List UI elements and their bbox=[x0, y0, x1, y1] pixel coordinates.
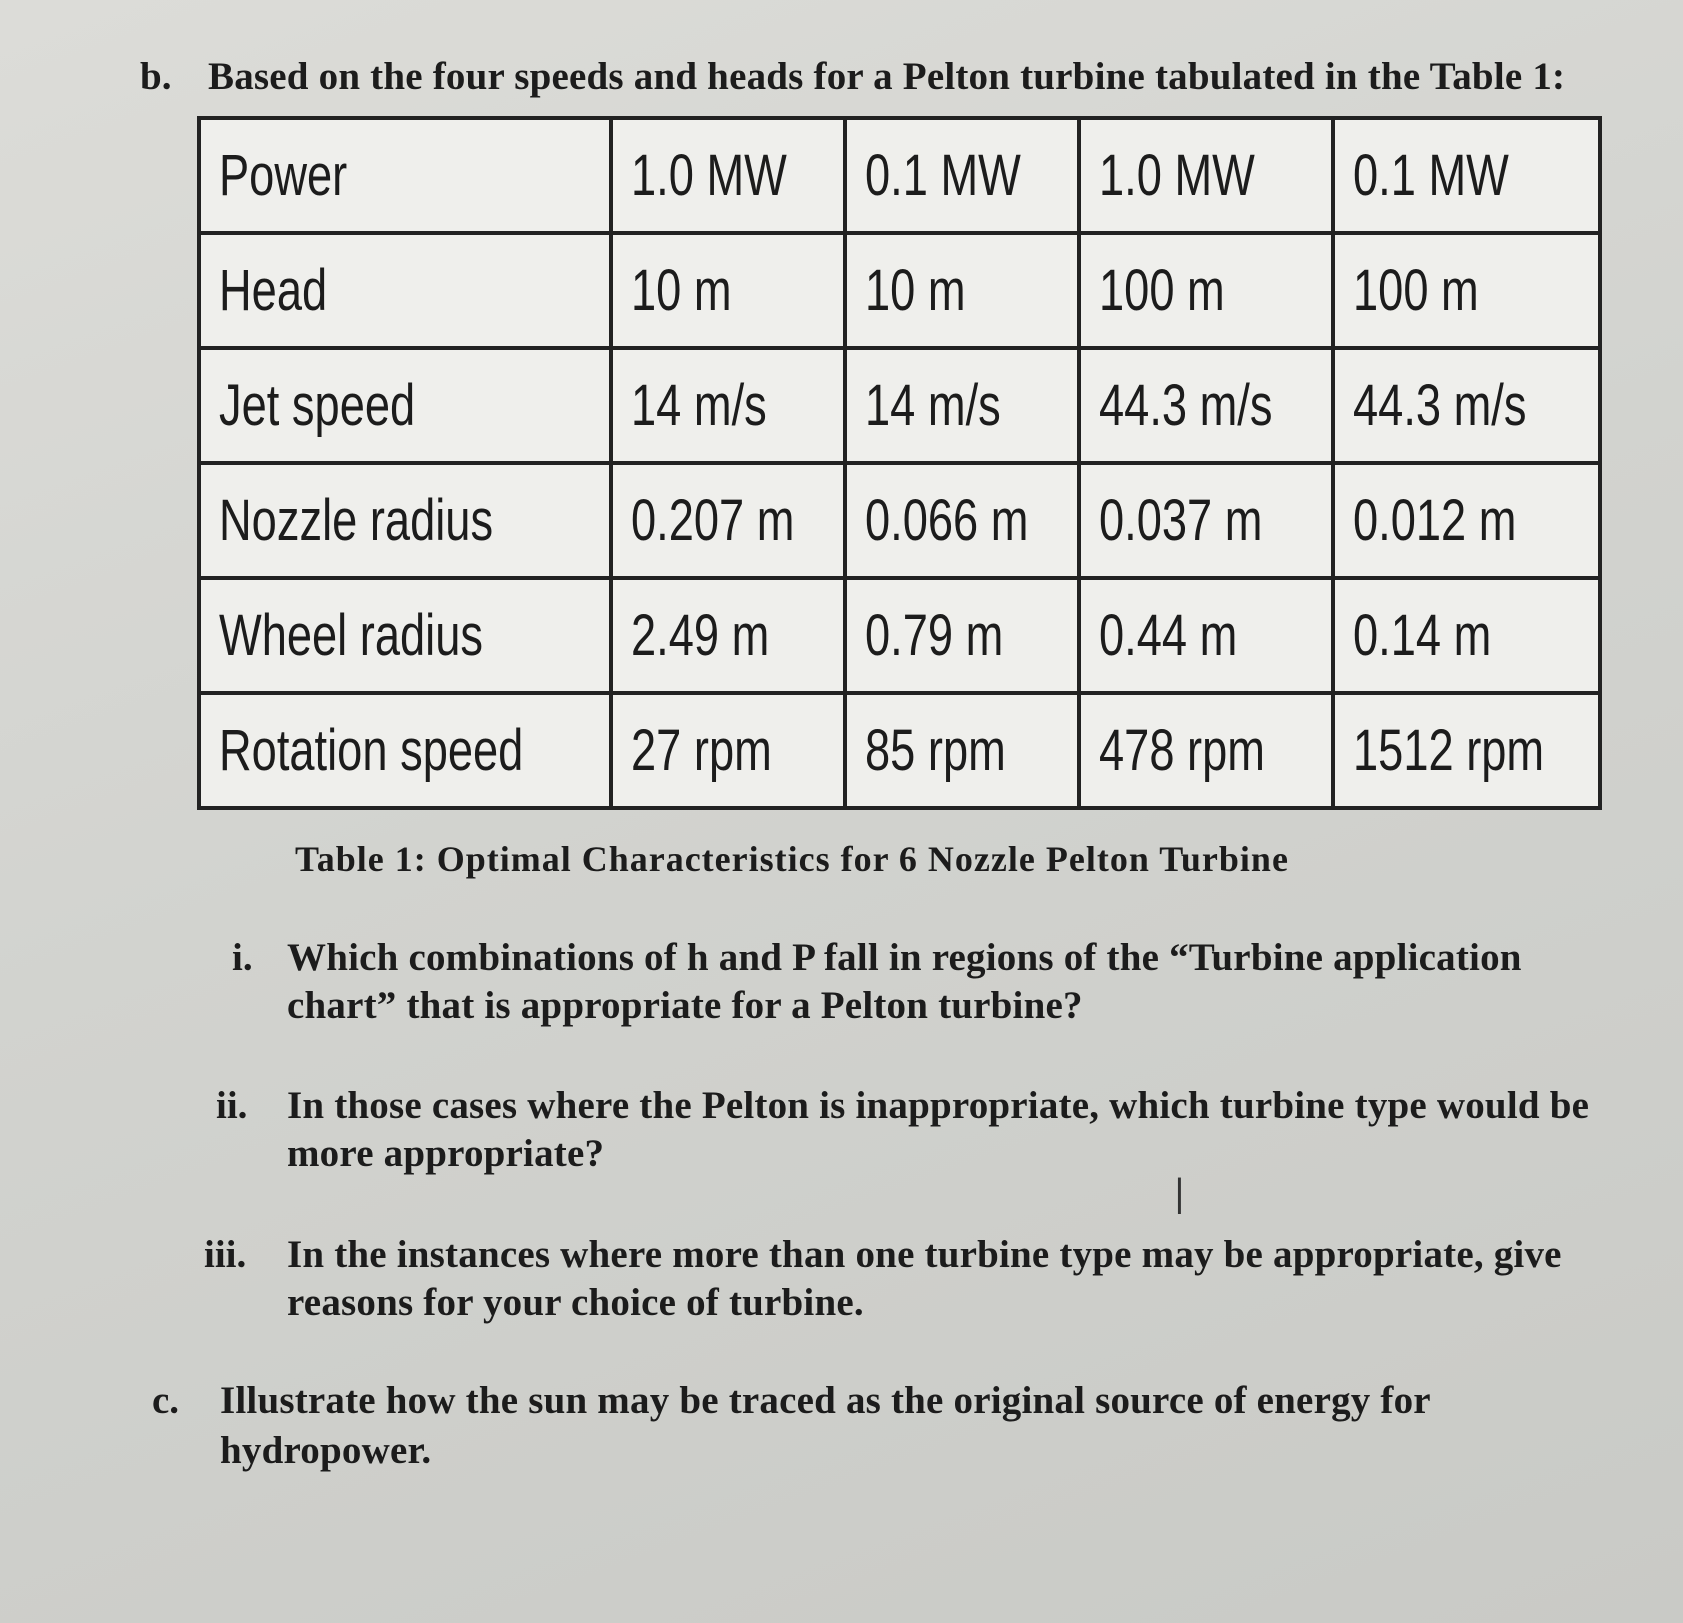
table-cell: 0.066 m bbox=[845, 463, 1079, 578]
subquestion-ii-line2: more appropriate? bbox=[287, 1132, 605, 1175]
table-row-rotation-speed bbox=[199, 693, 1600, 808]
subquestion-i-line2: chart” that is appropriate for a Pelton turbine? bbox=[287, 984, 1083, 1027]
row-label: Nozzle radius bbox=[199, 463, 611, 578]
row-label: Head bbox=[199, 233, 611, 348]
table-cell: 14 m/s bbox=[611, 348, 845, 463]
table-cell: 0.037 m bbox=[1079, 463, 1333, 578]
table-cell: 0.79 m bbox=[845, 578, 1079, 693]
text-cursor-icon: I bbox=[1174, 1168, 1184, 1226]
row-label: Power bbox=[199, 118, 611, 233]
table-cell: 1.0 MW bbox=[1079, 118, 1333, 233]
row-label: Jet speed bbox=[199, 348, 611, 463]
table-row-power bbox=[199, 118, 1600, 233]
table-cell: 100 m bbox=[1079, 233, 1333, 348]
question-c-line1: Illustrate how the sun may be traced as the original source of energy for bbox=[220, 1379, 1431, 1422]
table-caption: Table 1: Optimal Characteristics for 6 Nozzle Pelton Turbine bbox=[295, 839, 1289, 879]
subquestion-i-line1: Which combinations of h and P fall in regions of the “Turbine application bbox=[287, 936, 1522, 979]
subquestion-iii-line1: In the instances where more than one turbine type may be appropriate, give bbox=[287, 1233, 1562, 1276]
table-cell: 2.49 m bbox=[611, 578, 845, 693]
table-cell: 14 m/s bbox=[845, 348, 1079, 463]
table-cell: 44.3 m/s bbox=[1333, 348, 1600, 463]
table-row-jet-speed bbox=[199, 348, 1600, 463]
table-row-head bbox=[199, 233, 1600, 348]
table-cell: 0.14 m bbox=[1333, 578, 1600, 693]
table-cell: 1.0 MW bbox=[611, 118, 845, 233]
table-cell: 1512 rpm bbox=[1333, 693, 1600, 808]
table-cell: 478 rpm bbox=[1079, 693, 1333, 808]
question-b-text: Based on the four speeds and heads for a Pelton turbine tabulated in the Table 1: bbox=[208, 55, 1566, 98]
subquestion-iii-line2: reasons for your choice of turbine. bbox=[287, 1281, 864, 1324]
table-cell: 10 m bbox=[845, 233, 1079, 348]
table-cell: 0.1 MW bbox=[845, 118, 1079, 233]
table-cell: 27 rpm bbox=[611, 693, 845, 808]
table-cell: 0.207 m bbox=[611, 463, 845, 578]
table-cell: 10 m bbox=[611, 233, 845, 348]
table-cell: 44.3 m/s bbox=[1079, 348, 1333, 463]
table-cell: 100 m bbox=[1333, 233, 1600, 348]
question-c-marker: c. bbox=[152, 1379, 180, 1422]
subquestion-i-marker: i. bbox=[232, 936, 253, 979]
table-cell: 85 rpm bbox=[845, 693, 1079, 808]
question-c-line2: hydropower. bbox=[220, 1429, 432, 1472]
subquestion-ii-line1: In those cases where the Pelton is inappropriate, which turbine type would be bbox=[287, 1084, 1590, 1127]
row-label: Wheel radius bbox=[199, 578, 611, 693]
row-label: Rotation speed bbox=[199, 693, 611, 808]
table-cell: 0.1 MW bbox=[1333, 118, 1600, 233]
pelton-characteristics-table bbox=[197, 116, 1602, 810]
question-b-marker: b. bbox=[140, 55, 172, 98]
table-cell: 0.012 m bbox=[1333, 463, 1600, 578]
subquestion-ii-marker: ii. bbox=[216, 1084, 248, 1127]
table-row-nozzle-radius bbox=[199, 463, 1600, 578]
subquestion-iii-marker: iii. bbox=[204, 1233, 247, 1276]
table-row-wheel-radius bbox=[199, 578, 1600, 693]
table-cell: 0.44 m bbox=[1079, 578, 1333, 693]
